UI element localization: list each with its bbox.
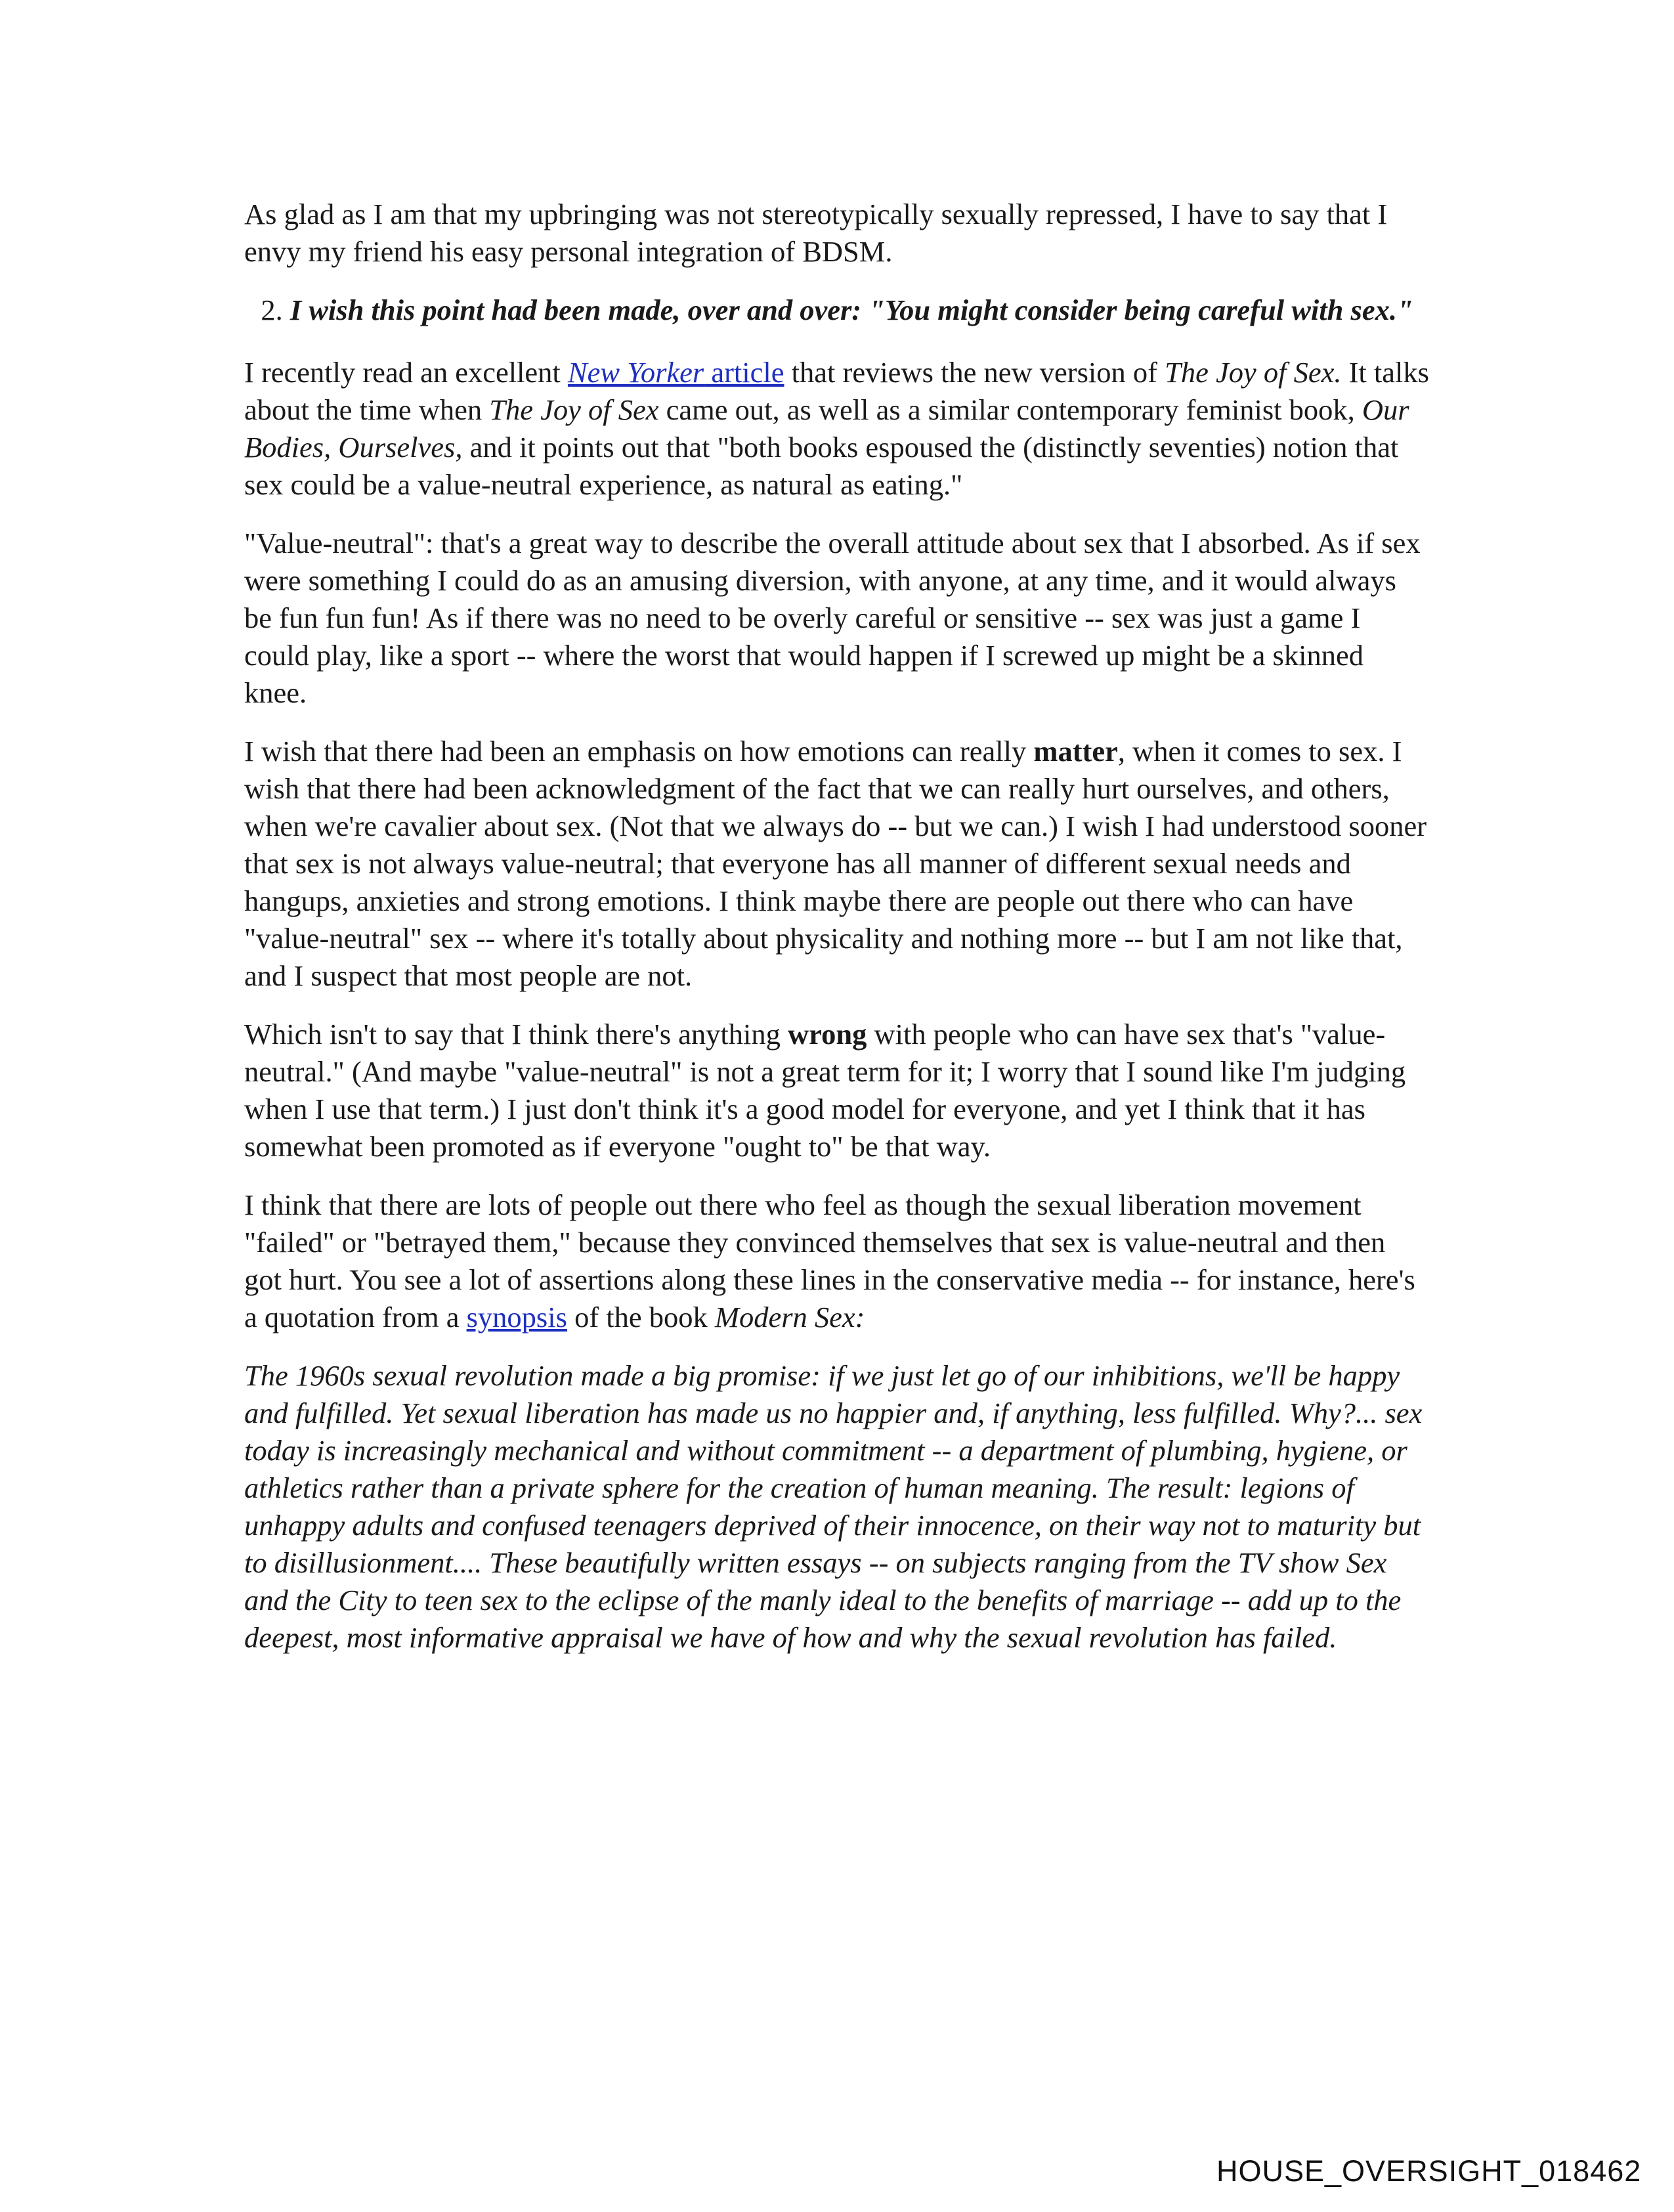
- text-run: came out, as well as a similar contemporary feminist book,: [658, 393, 1362, 426]
- text-run: I recently read an excellent: [244, 356, 568, 389]
- heading-number: 2.: [261, 293, 290, 326]
- emphasis-text: wrong: [788, 1018, 867, 1051]
- text-run: of the book: [567, 1301, 715, 1334]
- text-run: I wish that there had been an emphasis on how emotions can really: [244, 735, 1034, 768]
- book-title: The Joy of Sex.: [1165, 356, 1342, 389]
- paragraph-emotions-matter: [244, 733, 1430, 995]
- document-body: [244, 196, 1430, 1678]
- paragraph-bdsm: [244, 196, 1430, 271]
- emphasis-text: matter: [1033, 735, 1118, 768]
- text-run: Which isn't to say that I think there's anything: [244, 1018, 788, 1051]
- link-text: article: [704, 356, 784, 389]
- text-run: and it points out that "both books espoused the (distinctly seventies) notion that sex could be a value-neutral experience, as natural as eating.": [244, 431, 1399, 501]
- heading-title: I wish this point had been made, over and over: "You might consider being careful with sex.": [290, 293, 1413, 326]
- paragraph-text: As glad as I am that my upbringing was not stereotypically sexually repressed, I have to say that I envy my friend his easy personal integration of BDSM.: [244, 198, 1388, 268]
- text-run: I think that there are lots of people out there who feel as though the sexual liberation movement "failed" or "betrayed them," because they convinced themselves that sex is value-neutral and then got hurt. You see a lot of assertions along these lines in the conservative media -- for instance, here's a quotation from a: [244, 1188, 1415, 1334]
- quotation-text: The 1960s sexual revolution made a big promise: if we just let go of our inhibitions, we'll be happy and fulfilled. Yet sexual liberation has made us no happier and, if anything, less fulfilled. Why?... sex today is increasingly mechanical and without commitment -- a department of plumbing, hygiene, or athletics rather than a private sphere for the creation of human meaning. The result: legions of unhappy adults and confused teenagers deprived of their innocence, on their way not to maturity but to disillusionment.... These beautifully written essays -- on subjects ranging from the TV show Sex and the City to teen sex to the eclipse of the manly ideal to the benefits of marriage -- add up to the deepest, most informative appraisal we have of how and why the sexual revolution has failed.: [244, 1359, 1423, 1654]
- text-run: It talks about the time when: [244, 356, 1429, 426]
- paragraph-value-neutral: [244, 525, 1430, 712]
- paragraph-liberation-failed: [244, 1186, 1430, 1336]
- text-run: with people who can have sex that's "value-neutral." (And maybe "value-neutral" is not a great term for it; I worry that I sound like I'm judging when I use that term.) I just don't think it's a good model for everyone, and yet I think that it has somewhat been promoted as if everyone "ought to" be that way.: [244, 1018, 1406, 1163]
- link-italic-text: New Yorker: [567, 356, 704, 389]
- paragraph-text: "Value-neutral": that's a great way to describe the overall attitude about sex that I absorbed. As if sex were something I could do as an amusing diversion, with anyone, at any time, and it would always be fun fun fun! As if there was no need to be overly careful or sensitive -- sex was just a game I could play, like a sport -- where the worst that would happen if I screwed up might be a skinned knee.: [244, 527, 1421, 709]
- book-title: Our Bodies, Ourselves,: [244, 393, 1409, 464]
- section-heading: [244, 292, 1430, 329]
- document-id-stamp: HOUSE_OVERSIGHT_018462: [1216, 2154, 1642, 2188]
- paragraph-new-yorker: [244, 354, 1430, 504]
- book-title: Modern Sex:: [714, 1301, 865, 1334]
- book-title: The Joy of Sex: [489, 393, 659, 426]
- block-quotation: [244, 1357, 1430, 1657]
- text-run: , when it comes to sex. I wish that there had been acknowledgment of the fact that we can really hurt ourselves, and others, when we're cavalier about sex. (Not that we always do -- but we can.) I wish I had understood sooner that sex is not always value-neutral; that everyone has all manner of different sexual needs and hangups, anxieties and strong emotions. I think maybe there are people out there who can have "value-neutral" sex -- where it's totally about physicality and nothing more -- but I am not like that, and I suspect that most people are not.: [244, 735, 1427, 992]
- text-run: that reviews the new version of: [784, 356, 1165, 389]
- synopsis-link[interactable]: synopsis: [466, 1301, 567, 1334]
- paragraph-nothing-wrong: [244, 1016, 1430, 1165]
- new-yorker-article-link[interactable]: [568, 356, 784, 389]
